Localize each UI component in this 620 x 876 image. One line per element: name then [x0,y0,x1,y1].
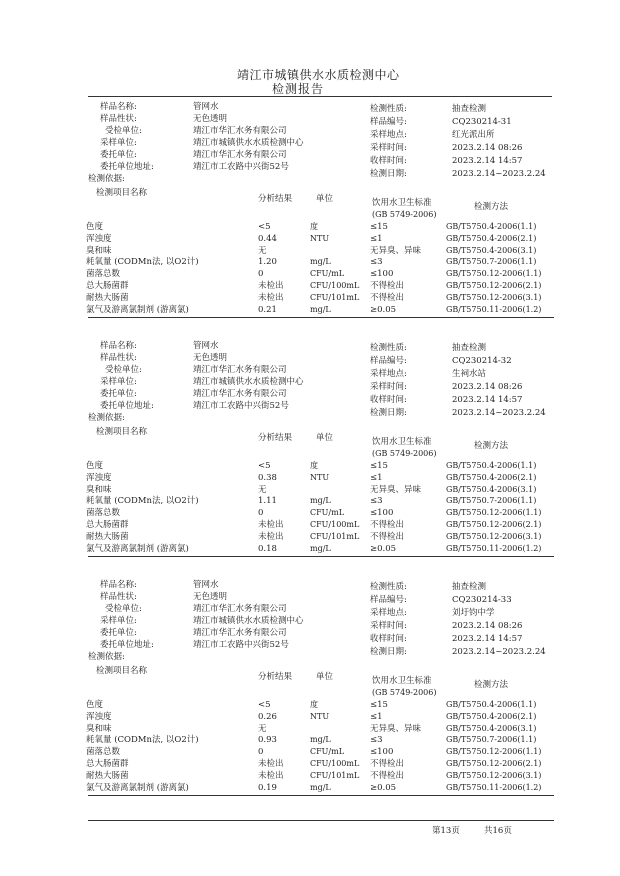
col-header-result: 分析结果 [258,194,293,204]
row-result: 0.19 [258,782,277,793]
label-sampling-time: 采样时间: [370,143,407,153]
total-pages: 共16页 [484,826,512,836]
row-result: 1.20 [258,257,277,268]
label-sampling-site: 采样地点: [370,369,407,379]
row-item: 菌落总数 [86,508,121,519]
row-method: GB/T5750.12-2006(3.1) [446,531,542,541]
row-method: GB/T5750.4-2006(3.1) [446,723,537,733]
row-unit: mg/L [310,735,331,745]
row-standard: 无异臭、异味 [370,245,422,256]
test-nature-value: 抽查检测 [452,343,487,353]
row-standard: 不得检出 [370,770,405,781]
col-header-unit: 单位 [316,672,334,682]
row-item: 耐热大肠菌 [86,292,129,303]
row-standard: ≤100 [370,269,394,280]
row-method: GB/T5750.4-2006(2.1) [446,711,537,721]
label-test-nature: 检测性质: [370,582,407,592]
label-test-date: 检测日期: [370,408,407,418]
sampling-site-value: 红光派出所 [452,130,495,140]
row-unit: mg/L [310,257,331,267]
sample-no-value: CQ230214-32 [452,356,512,366]
row-result: 0.38 [258,472,277,483]
row-unit: 度 [310,700,318,709]
receive-time-value: 2023.2.14 14:57 [452,156,523,166]
label-sampling-unit: 采样单位: [100,616,137,626]
row-item: 耐热大肠菌 [86,531,129,542]
row-result: 1.11 [258,496,277,507]
label-entrusted-unit: 受检单位: [105,604,142,614]
row-standard: ≤15 [370,700,388,710]
sample-name-value: 管网水 [193,341,219,351]
sampling-unit-value: 靖江市城镇供水水质检测中心 [193,138,304,148]
row-item: 耐热大肠菌 [86,770,129,781]
row-result: 未检出 [258,531,284,542]
col-header-item: 检测项目名称 [96,666,148,676]
label-test-basis: 检测依据: [88,174,125,184]
row-unit: NTU [310,233,330,243]
label-sample-name: 样品名称: [100,580,137,590]
label-sampling-time: 采样时间: [370,382,407,392]
label-client-address: 委托单位地址: [100,162,154,172]
footer-rule [88,820,554,821]
row-unit: mg/L [310,543,331,553]
col-header-standard-code: (GB 5749-2006) [372,210,437,219]
label-test-nature: 检测性质: [370,104,407,114]
label-test-basis: 检测依据: [88,652,125,662]
row-standard: ≤1 [370,711,383,722]
col-header-method: 检测方法 [474,680,509,690]
sample-no-value: CQ230214-31 [452,117,512,127]
row-method: GB/T5750.12-2006(2.1) [446,520,542,529]
sample-state-value: 无色透明 [193,353,228,363]
row-standard: 无异臭、异味 [370,484,422,495]
client-unit-value: 靖江市华汇水务有限公司 [193,389,287,399]
client-unit-value: 靖江市华汇水务有限公司 [193,628,287,638]
row-item: 总大肠菌群 [86,281,129,291]
row-method: GB/T5750.4-2006(1.1) [446,461,537,470]
label-test-basis: 检测依据: [88,413,125,423]
row-standard: 不得检出 [370,759,405,769]
row-standard: 不得检出 [370,531,405,542]
receive-time-value: 2023.2.14 14:57 [452,395,523,405]
col-header-standard: 饮用水卫生标准 [372,676,432,686]
row-result: 未检出 [258,520,284,530]
col-header-method: 检测方法 [474,441,509,451]
sampling-site-value: 生祠水站 [452,369,487,379]
row-item: 浑浊度 [86,472,112,483]
entrusted-unit-value: 靖江市华汇水务有限公司 [193,365,287,375]
row-result: 0 [258,269,264,280]
section-divider [88,317,554,318]
row-unit: CFU/100mL [310,759,360,768]
row-standard: ≤15 [370,222,388,232]
label-sample-state: 样品性状: [100,114,137,124]
label-sampling-unit: 采样单位: [100,377,137,387]
row-item: 色度 [86,222,104,232]
row-unit: 度 [310,461,318,470]
row-unit: CFU/mL [310,747,345,757]
label-sample-name: 样品名称: [100,102,137,112]
row-standard: ≤100 [370,508,394,519]
label-test-date: 检测日期: [370,169,407,179]
row-unit: CFU/101mL [310,292,360,302]
row-method: GB/T5750.12-2006(3.1) [446,770,542,780]
row-result: 未检出 [258,770,284,781]
row-result: <5 [258,700,271,710]
row-item: 菌落总数 [86,747,121,758]
row-method: GB/T5750.12-2006(1.1) [446,747,542,757]
row-unit: CFU/100mL [310,520,360,529]
label-receive-time: 收样时间: [370,634,407,644]
row-standard: ≤3 [370,735,383,746]
sampling-time-value: 2023.2.14 08:26 [452,143,523,153]
sampling-time-value: 2023.2.14 08:26 [452,382,523,392]
row-method: GB/T5750.7-2006(1.1) [446,735,537,745]
row-standard: ≤15 [370,461,388,471]
test-nature-value: 抽查检测 [452,104,487,114]
label-sampling-time: 采样时间: [370,621,407,631]
label-test-date: 检测日期: [370,647,407,657]
label-client-address: 委托单位地址: [100,401,154,411]
sampling-unit-value: 靖江市城镇供水水质检测中心 [193,377,304,387]
sampling-site-value: 刘圩钧中学 [452,608,495,618]
row-standard: ≤100 [370,747,394,758]
row-unit: CFU/101mL [310,531,360,541]
label-sampling-site: 采样地点: [370,130,407,140]
client-unit-value: 靖江市华汇水务有限公司 [193,150,287,160]
row-method: GB/T5750.12-2006(3.1) [446,292,542,302]
label-receive-time: 收样时间: [370,395,407,405]
sample-name-value: 管网水 [193,102,219,112]
row-standard: 不得检出 [370,520,405,530]
test-nature-value: 抽查检测 [452,582,487,592]
label-client-unit: 委托单位: [100,628,137,638]
row-method: GB/T5750.4-2006(1.1) [446,700,537,709]
row-standard: ≥0.05 [370,782,397,793]
row-item: 氯气及游离氯制剂 (游离氯) [86,543,189,554]
sampling-unit-value: 靖江市城镇供水水质检测中心 [193,616,304,626]
entrusted-unit-value: 靖江市华汇水务有限公司 [193,126,287,136]
row-result: 0.18 [258,543,277,554]
sample-state-value: 无色透明 [193,114,228,124]
sample-no-value: CQ230214-33 [452,595,512,605]
row-standard: ≥0.05 [370,304,397,315]
label-sample-no: 样品编号: [370,117,407,127]
label-sample-no: 样品编号: [370,595,407,605]
row-item: 氯气及游离氯制剂 (游离氯) [86,782,189,793]
row-item: 浑浊度 [86,711,112,722]
section-divider [88,795,554,796]
label-receive-time: 收样时间: [370,156,407,166]
row-unit: NTU [310,472,330,482]
col-header-standard: 饮用水卫生标准 [372,198,432,208]
row-result: 0.44 [258,233,277,244]
page-number: 第13页 [432,826,460,836]
label-sampling-site: 采样地点: [370,608,407,618]
row-item: 耗氧量 (CODMn法, 以O2计) [86,735,199,746]
label-entrusted-unit: 受检单位: [105,365,142,375]
row-result: 未检出 [258,292,284,303]
label-entrusted-unit: 受检单位: [105,126,142,136]
row-item: 色度 [86,700,104,710]
row-method: GB/T5750.4-2006(1.1) [446,222,537,231]
label-sample-name: 样品名称: [100,341,137,351]
row-standard: ≤3 [370,257,383,268]
label-test-nature: 检测性质: [370,343,407,353]
sampling-time-value: 2023.2.14 08:26 [452,621,523,631]
row-result: 无 [258,484,267,495]
row-method: GB/T5750.12-2006(2.1) [446,759,542,768]
row-item: 色度 [86,461,104,471]
client-address-value: 靖江市工农路中兴街52号 [193,162,289,172]
row-item: 浑浊度 [86,233,112,244]
row-item: 耗氧量 (CODMn法, 以O2计) [86,257,199,268]
row-method: GB/T5750.12-2006(1.1) [446,508,542,518]
test-date-value: 2023.2.14~2023.2.24 [452,647,546,657]
test-date-value: 2023.2.14~2023.2.24 [452,408,546,418]
row-standard: ≤1 [370,472,383,483]
row-result: 未检出 [258,281,284,291]
col-header-unit: 单位 [316,433,334,443]
row-result: <5 [258,461,271,471]
label-sampling-unit: 采样单位: [100,138,137,148]
col-header-standard-code: (GB 5749-2006) [372,449,437,458]
col-header-standard-code: (GB 5749-2006) [372,688,437,697]
row-method: GB/T5750.11-2006(1.2) [446,304,542,314]
row-method: GB/T5750.4-2006(2.1) [446,233,537,243]
entrusted-unit-value: 靖江市华汇水务有限公司 [193,604,287,614]
row-method: GB/T5750.12-2006(1.1) [446,269,542,279]
row-standard: ≥0.05 [370,543,397,554]
row-unit: CFU/mL [310,269,345,279]
row-standard: ≤3 [370,496,383,507]
col-header-method: 检测方法 [474,202,509,212]
label-client-address: 委托单位地址: [100,640,154,650]
row-method: GB/T5750.4-2006(2.1) [446,472,537,482]
col-header-standard: 饮用水卫生标准 [372,437,432,447]
row-method: GB/T5750.11-2006(1.2) [446,782,542,792]
row-standard: 不得检出 [370,281,405,291]
row-result: 未检出 [258,759,284,769]
row-unit: mg/L [310,782,331,792]
row-item: 氯气及游离氯制剂 (游离氯) [86,304,189,315]
row-method: GB/T5750.4-2006(3.1) [446,245,537,255]
report-title: 靖江市城镇供水水质检测中心 [237,68,400,82]
row-item: 耗氧量 (CODMn法, 以O2计) [86,496,199,507]
row-result: 0 [258,747,264,758]
row-unit: CFU/100mL [310,281,360,290]
col-header-result: 分析结果 [258,433,293,443]
label-client-unit: 委托单位: [100,150,137,160]
row-result: 0.21 [258,304,277,315]
test-date-value: 2023.2.14~2023.2.24 [452,169,546,179]
row-item: 臭和味 [86,245,112,256]
client-address-value: 靖江市工农路中兴街52号 [193,640,289,650]
row-unit: mg/L [310,496,331,506]
col-header-item: 检测项目名称 [96,427,148,437]
row-method: GB/T5750.11-2006(1.2) [446,543,542,553]
label-sample-state: 样品性状: [100,353,137,363]
row-method: GB/T5750.12-2006(2.1) [446,281,542,290]
row-standard: 无异臭、异味 [370,723,422,734]
label-client-unit: 委托单位: [100,389,137,399]
row-item: 总大肠菌群 [86,759,129,769]
col-header-item: 检测项目名称 [96,188,148,198]
col-header-result: 分析结果 [258,672,293,682]
row-unit: CFU/101mL [310,770,360,780]
label-sample-no: 样品编号: [370,356,407,366]
report-subtitle: 检测报告 [272,82,325,96]
receive-time-value: 2023.2.14 14:57 [452,634,523,644]
label-sample-state: 样品性状: [100,592,137,602]
row-unit: mg/L [310,304,331,314]
row-method: GB/T5750.7-2006(1.1) [446,257,537,267]
client-address-value: 靖江市工农路中兴街52号 [193,401,289,411]
row-item: 总大肠菌群 [86,520,129,530]
row-result: 无 [258,723,267,734]
row-result: 0.26 [258,711,277,722]
row-item: 臭和味 [86,484,112,495]
row-result: 0.93 [258,735,277,746]
sample-state-value: 无色透明 [193,592,228,602]
section-divider [88,556,554,557]
row-unit: CFU/mL [310,508,345,518]
row-result: <5 [258,222,271,232]
row-unit: 度 [310,222,318,231]
row-result: 无 [258,245,267,256]
sample-name-value: 管网水 [193,580,219,590]
row-item: 菌落总数 [86,269,121,280]
row-standard: ≤1 [370,233,383,244]
header-rule [88,96,552,97]
row-item: 臭和味 [86,723,112,734]
row-result: 0 [258,508,264,519]
col-header-unit: 单位 [316,194,334,204]
row-standard: 不得检出 [370,292,405,303]
row-method: GB/T5750.4-2006(3.1) [446,484,537,494]
row-method: GB/T5750.7-2006(1.1) [446,496,537,506]
row-unit: NTU [310,711,330,721]
